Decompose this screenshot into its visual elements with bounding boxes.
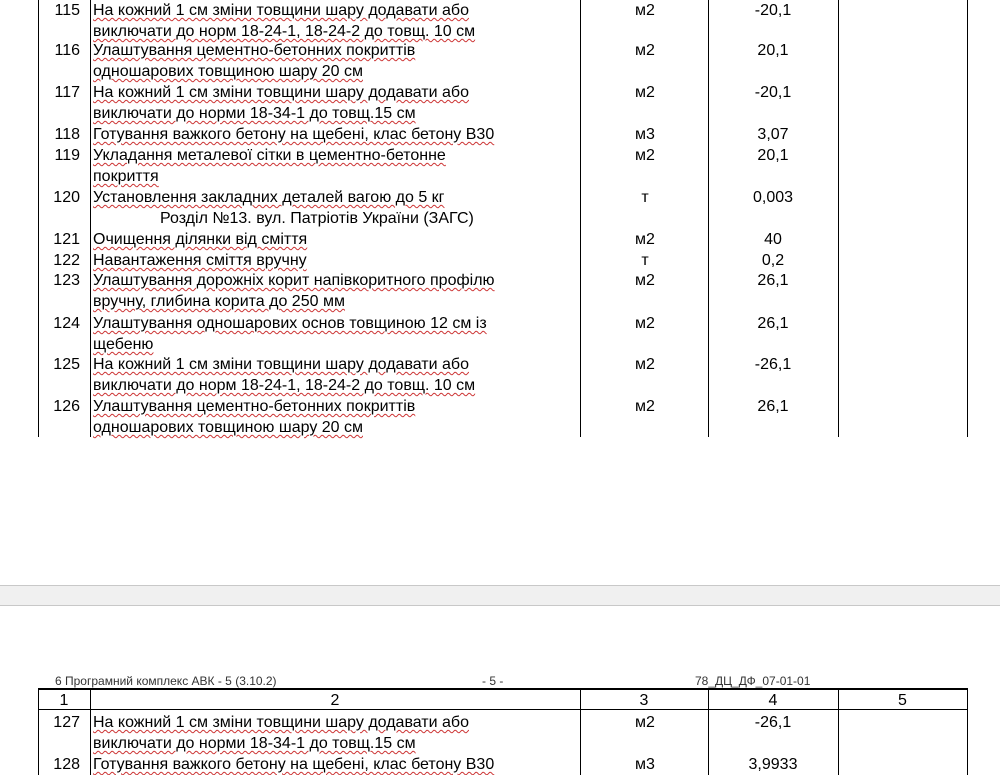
row-description (93, 82, 533, 124)
row-unit: м2 (635, 231, 655, 248)
row-unit: м2 (635, 272, 655, 289)
row-description (93, 145, 533, 187)
row-description (93, 354, 533, 396)
description-line: Улаштування дорожніх корит напівкоритного профілю (93, 272, 495, 289)
row-quantity: 40 (764, 231, 782, 248)
row-description (93, 396, 533, 438)
description-line: виключати до норми 18-34-1 до товщ.15 см (93, 105, 416, 122)
row-number: 121 (53, 231, 80, 248)
description-line: Очищення ділянки від сміття (93, 231, 308, 248)
description-line: Готування важкого бетону на щебені, клас бетону В30 (93, 126, 495, 143)
row-description (93, 124, 533, 145)
row-number: 119 (54, 147, 80, 164)
page-gap (0, 585, 1000, 606)
column-divider (838, 0, 839, 437)
row-quantity: 20,1 (757, 147, 789, 164)
row-quantity: 26,1 (757, 398, 789, 415)
table-border-right (967, 0, 968, 437)
description-line: На кожний 1 см зміни товщини шару додавати або (93, 2, 469, 19)
description-line: вручну, глибина корита до 250 мм (93, 293, 345, 310)
row-quantity: 0,2 (761, 252, 785, 269)
row-quantity: -20,1 (754, 2, 792, 19)
row-unit: м2 (635, 356, 655, 373)
row-number: 122 (53, 252, 80, 269)
row-unit: м2 (635, 42, 655, 59)
row-description (93, 0, 533, 42)
column-header: 1 (59, 692, 69, 709)
row-description (93, 270, 533, 312)
description-line: Установлення закладних деталей вагою до 5 кг (93, 189, 445, 206)
row-quantity: 3,07 (757, 126, 789, 143)
description-line: На кожний 1 см зміни товщини шару додавати або (93, 714, 469, 731)
description-line: Улаштування цементно-бетонних покриттів (93, 398, 416, 415)
row-unit: м2 (635, 147, 655, 164)
software-label: 6 Програмний комплекс АВК - 5 (3.10.2) (55, 674, 277, 688)
row-number: 117 (54, 84, 80, 101)
table-border-right (967, 688, 968, 775)
row-quantity: 26,1 (757, 272, 789, 289)
row-number: 126 (53, 398, 80, 415)
column-header: 3 (639, 692, 649, 709)
description-line: одношарових товщиною шару 20 см (93, 419, 363, 436)
column-header: 4 (768, 692, 778, 709)
row-description (93, 250, 533, 271)
section-title: Розділ №13. вул. Патріотів України (ЗАГС) (160, 210, 474, 227)
description-line: Навантаження сміття вручну (93, 252, 307, 269)
row-unit: м2 (635, 315, 655, 332)
row-unit: т (641, 189, 649, 206)
row-number: 127 (53, 714, 80, 731)
row-number: 128 (53, 756, 80, 773)
column-header: 2 (330, 692, 340, 709)
description-line: Улаштування одношарових основ товщиною 12 см із (93, 315, 487, 332)
row-description (93, 40, 533, 82)
row-number: 123 (53, 272, 80, 289)
description-line: Улаштування цементно-бетонних покриттів (93, 42, 416, 59)
row-quantity: 0,003 (752, 189, 794, 206)
row-number: 125 (53, 356, 80, 373)
column-header: 5 (898, 692, 907, 709)
row-unit: м2 (635, 84, 655, 101)
description-line: одношарових товщиною шару 20 см (93, 63, 363, 80)
column-divider (90, 0, 91, 437)
description-line: виключати до норм 18-24-1, 18-24-2 до товщ. 10 см (93, 23, 476, 40)
row-number: 118 (54, 126, 80, 143)
row-description (93, 313, 533, 355)
row-number: 116 (54, 42, 80, 59)
row-description (93, 712, 533, 754)
page-number: - 5 - (482, 674, 504, 688)
description-line: Укладання металевої сітки в цементно-бетонне (93, 147, 446, 164)
description-line: виключати до норми 18-34-1 до товщ.15 см (93, 735, 416, 752)
description-line: покриття (93, 168, 159, 185)
row-unit: м2 (635, 2, 655, 19)
row-description (93, 754, 533, 775)
row-quantity: 20,1 (757, 42, 789, 59)
row-quantity: 3,9933 (748, 756, 798, 773)
document-code: 78_ДЦ_ДФ_07-01-01 (695, 674, 811, 688)
description-line: На кожний 1 см зміни товщини шару додавати або (93, 84, 469, 101)
row-number: 120 (53, 189, 80, 206)
description-line: виключати до норм 18-24-1, 18-24-2 до товщ. 10 см (93, 377, 476, 394)
row-quantity: -26,1 (754, 356, 792, 373)
row-number: 115 (54, 2, 80, 19)
row-unit: м3 (635, 126, 655, 143)
page-header-line (0, 670, 1000, 690)
row-quantity: -26,1 (754, 714, 792, 731)
description-line: Готування важкого бетону на щебені, клас бетону В30 (93, 756, 495, 773)
table-border-left (38, 0, 39, 437)
description-line: щебеню (93, 336, 154, 353)
description-line: На кожний 1 см зміни товщини шару додавати або (93, 356, 469, 373)
row-unit: м3 (635, 756, 655, 773)
row-unit: м2 (635, 398, 655, 415)
row-description (93, 187, 533, 208)
row-unit: м2 (635, 714, 655, 731)
row-number: 124 (53, 315, 80, 332)
row-description (93, 229, 533, 250)
row-quantity: 26,1 (757, 315, 789, 332)
row-quantity: -20,1 (754, 84, 792, 101)
row-unit: т (641, 252, 649, 269)
document-page-2 (0, 606, 1000, 775)
